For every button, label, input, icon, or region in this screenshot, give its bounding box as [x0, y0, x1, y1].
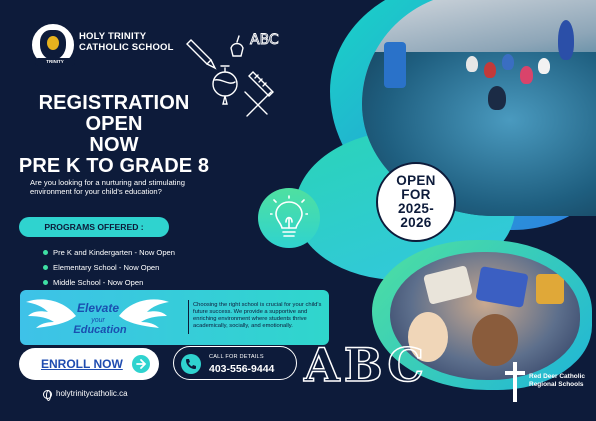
programs-offered-label: PROGRAMS OFFERED :: [19, 217, 169, 237]
photo-child: [538, 58, 550, 74]
elevate-description: Choosing the right school is crucial for your child's future success. We provide a supportive and enriching environment where students thrive academically, socially, and emotionally.: [193, 302, 322, 329]
education-word: Education: [73, 324, 127, 336]
phone-icon: [181, 354, 201, 374]
call-for-details[interactable]: [173, 346, 297, 380]
photo-child: [484, 62, 496, 78]
your-word: your: [91, 317, 105, 324]
abc-doodle-letters: ABC: [250, 32, 279, 48]
photo-child: [502, 54, 514, 70]
headline-line1: REGISTRATION OPEN: [38, 92, 190, 135]
lightbulb-icon: [270, 194, 308, 242]
crest-ribbon-text: TRINITY: [46, 59, 64, 64]
district-name-line1: Red Deer Catholic: [529, 373, 585, 380]
photo-child: [466, 56, 478, 72]
photo-child: [520, 66, 533, 84]
district-name: [529, 373, 585, 389]
open-badge-line2: FOR: [401, 187, 431, 202]
arrow-right-icon[interactable]: [132, 355, 150, 373]
bullet-dot: [43, 280, 48, 285]
open-for-year-badge: [376, 162, 456, 242]
website-url[interactable]: holytrinitycatholic.ca: [56, 389, 128, 398]
headline: [14, 93, 214, 177]
headline-line3: PRE K TO GRADE 8: [18, 155, 210, 177]
headline-line2: NOW: [89, 134, 139, 156]
call-label: CALL FOR DETAILS: [209, 354, 264, 360]
lightbulb-badge: [258, 188, 320, 248]
website-link[interactable]: [43, 389, 128, 399]
program-item: [43, 245, 175, 260]
crest-emblem: [47, 36, 59, 50]
open-badge-line1: OPEN: [396, 173, 436, 188]
program-list: [43, 245, 175, 290]
cross-vertical: [513, 362, 517, 402]
elevate-education-banner: [20, 290, 329, 345]
enroll-now-button[interactable]: [19, 348, 159, 380]
program-item-label: Pre K and Kindergarten - Now Open: [53, 248, 175, 257]
photo-book: [536, 274, 564, 304]
program-item-label: Elementary School - Now Open: [53, 263, 160, 272]
program-item-label: Middle School - Now Open: [53, 278, 144, 287]
photo-book: [475, 266, 528, 308]
abc-doodle-text: [248, 26, 282, 50]
elevate-word: Elevate: [76, 301, 120, 315]
photo-child-head: [472, 314, 518, 366]
program-item: [43, 260, 175, 275]
photo-adult: [558, 20, 574, 60]
open-badge-line3: 2025-: [397, 201, 435, 216]
cross-horizontal: [505, 371, 525, 375]
photo-book: [423, 265, 473, 305]
school-name-line2: CATHOLIC SCHOOL: [79, 42, 174, 53]
cross-logo-icon: [504, 362, 526, 402]
bullet-dot: [43, 250, 48, 255]
school-crest-logo: [30, 22, 76, 68]
photo-banner: [384, 42, 406, 88]
district-name-line2: Regional Schools: [529, 381, 584, 388]
divider: [188, 300, 189, 334]
phone-number[interactable]: 403-556-9444: [209, 363, 275, 375]
photo-child: [488, 86, 506, 110]
district-logo: [504, 362, 585, 402]
enroll-now-label[interactable]: ENROLL NOW: [41, 357, 123, 371]
program-item: [43, 275, 175, 290]
open-badge-line4: 2026: [400, 215, 432, 230]
abc-outline-letters: ABC: [304, 338, 429, 392]
intro-text: Are you looking for a nurturing and stimulating environment for your child's education?: [30, 178, 185, 197]
globe-icon: [43, 390, 52, 399]
school-name-line1: HOLY TRINITY: [79, 31, 147, 42]
school-name: [79, 31, 174, 53]
bullet-dot: [43, 265, 48, 270]
